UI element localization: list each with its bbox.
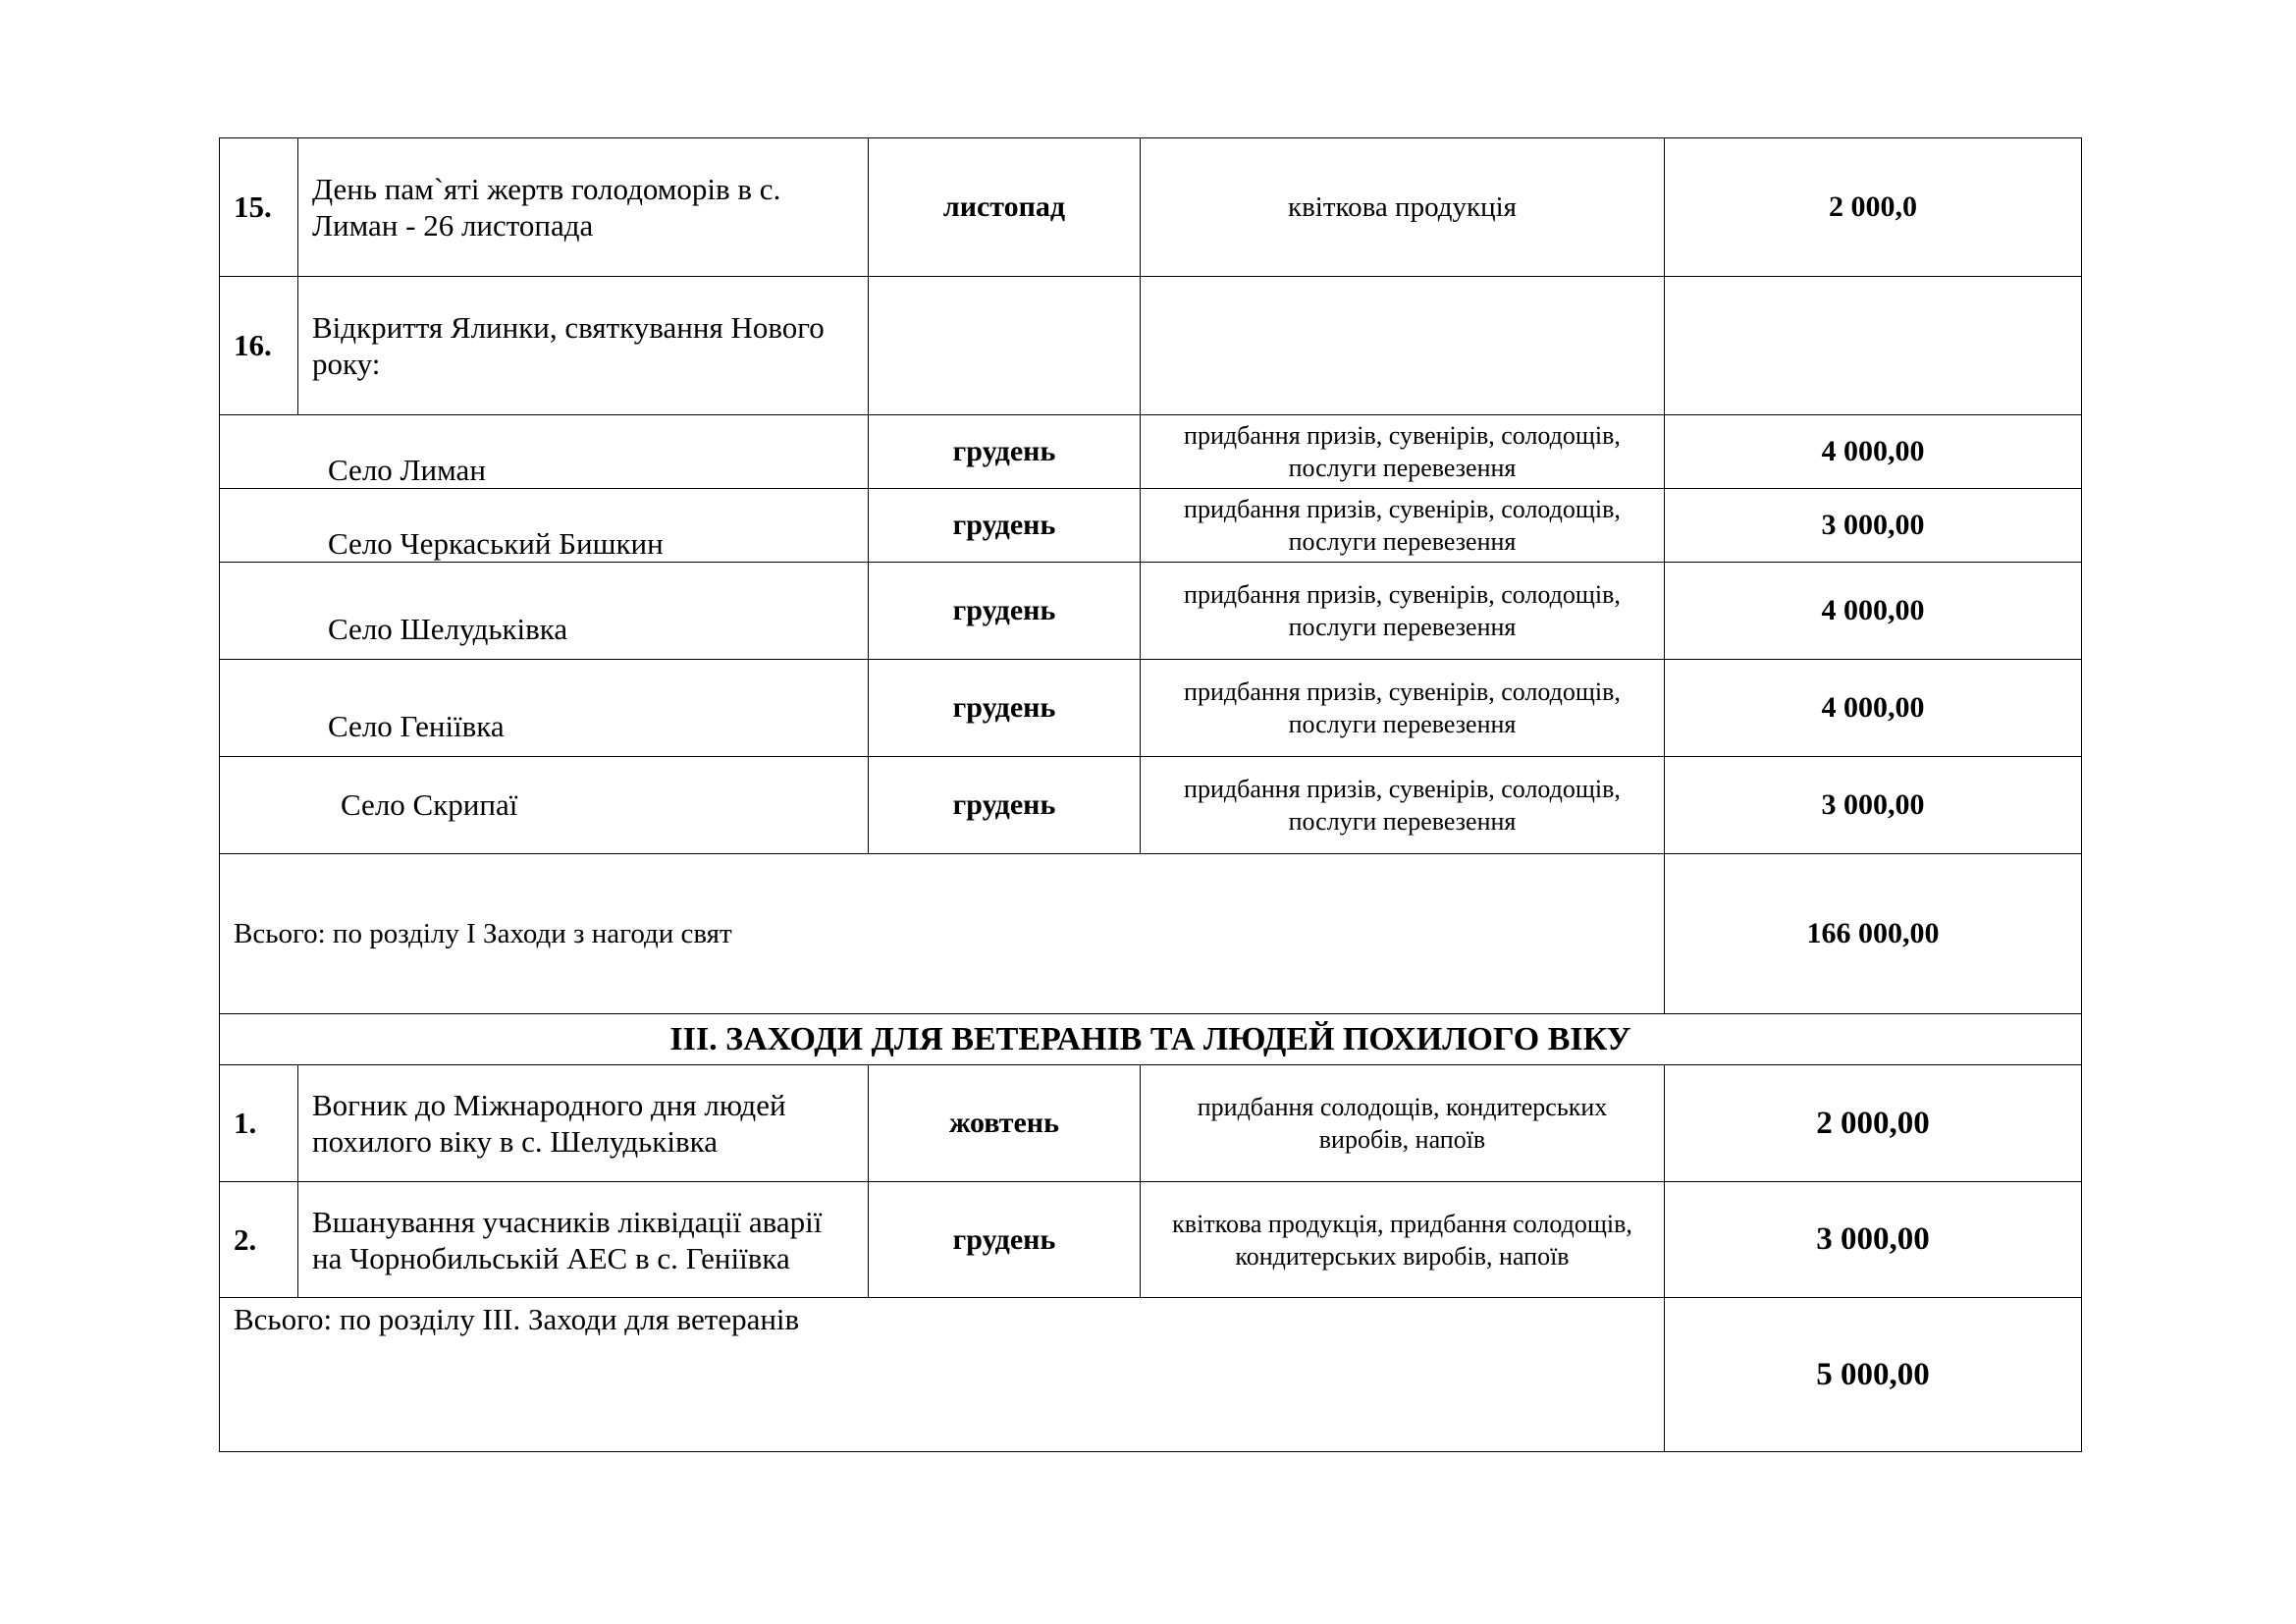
- table-row: [220, 563, 2082, 660]
- event-name: Вшанування учасників ліквідації аварії на Чорнобильській АЕС в с. Геніївка: [298, 1182, 869, 1298]
- amount: 2 000,0: [1665, 138, 2082, 277]
- expense-item: квіткова продукція: [1141, 138, 1665, 277]
- amount: 4 000,00: [1665, 563, 2082, 660]
- amount: [1665, 277, 2082, 415]
- amount: 3 000,00: [1665, 489, 2082, 563]
- total-label: Всього: по розділу ІІІ. Заходи для ветеранів: [220, 1298, 1665, 1452]
- event-month: грудень: [869, 660, 1141, 757]
- village-name: Село Черкаський Бишкин: [220, 489, 869, 563]
- amount: 4 000,00: [1665, 660, 2082, 757]
- table-row: [220, 757, 2082, 854]
- expense-item: придбання призів, сувенірів, солодощів, послуги перевезення: [1141, 415, 1665, 489]
- total-amount: 166 000,00: [1665, 854, 2082, 1014]
- section-header-row: [220, 1014, 2082, 1065]
- table-row: [220, 660, 2082, 757]
- total-amount: 5 000,00: [1665, 1298, 2082, 1452]
- budget-table: [219, 137, 2082, 1452]
- village-name: Село Лиман: [220, 415, 869, 489]
- section-title: ІІІ. ЗАХОДИ ДЛЯ ВЕТЕРАНІВ ТА ЛЮДЕЙ ПОХИЛОГО ВІКУ: [220, 1014, 2082, 1065]
- table-row: [220, 277, 2082, 415]
- expense-item: квіткова продукція, придбання солодощів, кондитерських виробів, напоїв: [1141, 1182, 1665, 1298]
- event-month: жовтень: [869, 1065, 1141, 1182]
- row-number: 15.: [220, 138, 298, 277]
- village-name: Село Шелудьківка: [220, 563, 869, 660]
- amount: 4 000,00: [1665, 415, 2082, 489]
- total-row: [220, 854, 2082, 1014]
- expense-item: придбання призів, сувенірів, солодощів, послуги перевезення: [1141, 489, 1665, 563]
- row-number: 1.: [220, 1065, 298, 1182]
- amount: 3 000,00: [1665, 757, 2082, 854]
- table-row: [220, 489, 2082, 563]
- event-name: Вогник до Міжнародного дня людей похилого віку в с. Шелудьківка: [298, 1065, 869, 1182]
- expense-item: придбання солодощів, кондитерських виробів, напоїв: [1141, 1065, 1665, 1182]
- event-month: грудень: [869, 489, 1141, 563]
- event-name: День пам`яті жертв голодоморів в с. Лиман - 26 листопада: [298, 138, 869, 277]
- table-row: [220, 1182, 2082, 1298]
- expense-item: придбання призів, сувенірів, солодощів, послуги перевезення: [1141, 563, 1665, 660]
- event-name: Відкриття Ялинки, святкування Нового року:: [298, 277, 869, 415]
- table-row: [220, 138, 2082, 277]
- row-number: 16.: [220, 277, 298, 415]
- row-number: 2.: [220, 1182, 298, 1298]
- event-month: грудень: [869, 757, 1141, 854]
- expense-item: придбання призів, сувенірів, солодощів, послуги перевезення: [1141, 757, 1665, 854]
- expense-item: [1141, 277, 1665, 415]
- event-month: грудень: [869, 563, 1141, 660]
- event-month: грудень: [869, 415, 1141, 489]
- table-row: [220, 415, 2082, 489]
- event-month: листопад: [869, 138, 1141, 277]
- table-row: [220, 1065, 2082, 1182]
- event-month: грудень: [869, 1182, 1141, 1298]
- total-row: [220, 1298, 2082, 1452]
- total-label: Всього: по розділу І Заходи з нагоди свят: [220, 854, 1665, 1014]
- amount: 2 000,00: [1665, 1065, 2082, 1182]
- village-name: Село Геніївка: [220, 660, 869, 757]
- event-month: [869, 277, 1141, 415]
- expense-item: придбання призів, сувенірів, солодощів, послуги перевезення: [1141, 660, 1665, 757]
- village-name: Село Скрипаї: [220, 757, 869, 854]
- amount: 3 000,00: [1665, 1182, 2082, 1298]
